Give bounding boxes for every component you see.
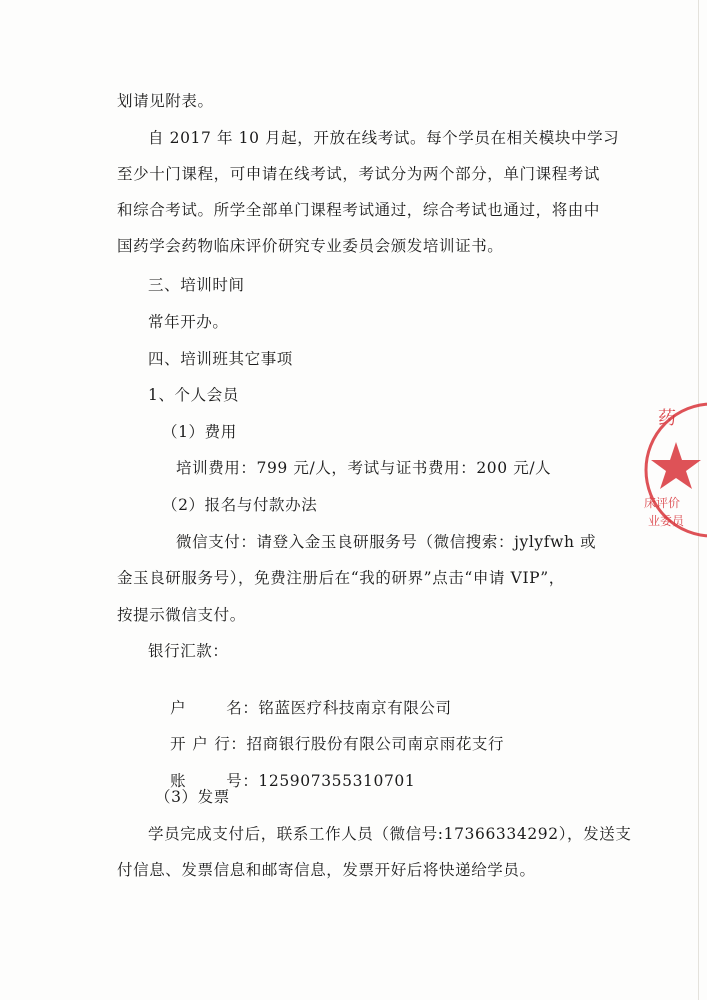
bank-branch-label-2: 户 [192,735,209,753]
bank-account-label-2: 号： [226,772,259,790]
subheading-invoice: （3）发票 [155,788,230,806]
text-line-wechat-pay-1: 微信支付：请登入金玉良研服务号（微信搜索：jylyfwh 或 [176,533,597,551]
text-line-5: 国药学会药物临床评价研究专业委员会颁发培训证书。 [117,237,504,255]
text-line-2: 自 2017 年 10 月起，开放在线考试。每个学员在相关模块中学习 [148,129,620,147]
text-line-bank-transfer: 银行汇款： [148,642,229,660]
bank-name-label-1: 户 [170,699,187,717]
bank-name-value: 铭蓝医疗科技南京有限公司 [258,699,452,717]
bank-branch-label-1: 开 [170,735,187,753]
bank-account-value: 125907355310701 [258,772,416,790]
text-line-4: 和综合考试。所学全部单门课程考试通过，综合考试也通过，将由中 [117,201,601,219]
text-line-wechat-pay-2: 金玉良研服务号），免费注册后在“我的研界”点击“申请 VIP”， [117,569,565,587]
seal-star-icon [651,442,701,489]
bank-account-label-1: 账 [170,772,187,790]
section-heading-other-matters: 四、培训班其它事项 [148,350,293,368]
seal-text-line1: 床评价 [644,496,681,510]
text-line-1: 划请见附表。 [117,92,214,110]
bank-branch-label-3: 行： [214,735,247,753]
bank-branch-value: 招商银行股份有限公司南京雨花支行 [246,735,505,753]
seal-text-top: 药 [658,408,676,429]
text-line-wechat-pay-3: 按提示微信支付。 [117,606,246,624]
section-heading-training-time: 三、培训时间 [148,276,245,294]
text-line-3: 至少十门课程，可申请在线考试，考试分为两个部分，单门课程考试 [117,165,601,183]
page-edge [698,0,699,1000]
text-line-invoice-1: 学员完成支付后，联系工作人员（微信号:17366334292），发送支 [148,825,632,843]
bank-name-label-2: 名： [226,699,259,717]
text-line-invoice-2: 付信息、发票信息和邮寄信息，发票开好后将快递给学员。 [117,861,536,879]
seal-text-line2: 业委员 [648,514,685,528]
subheading-individual-member: 1、个人会员 [148,386,239,404]
text-line-fees: 培训费用：799 元/人，考试与证书费用：200 元/人 [176,459,552,477]
text-line-year-round: 常年开办。 [148,313,229,331]
subheading-fees: （1）费用 [162,423,237,441]
official-seal-stamp [640,392,707,552]
subheading-registration-payment: （2）报名与付款办法 [162,496,318,514]
